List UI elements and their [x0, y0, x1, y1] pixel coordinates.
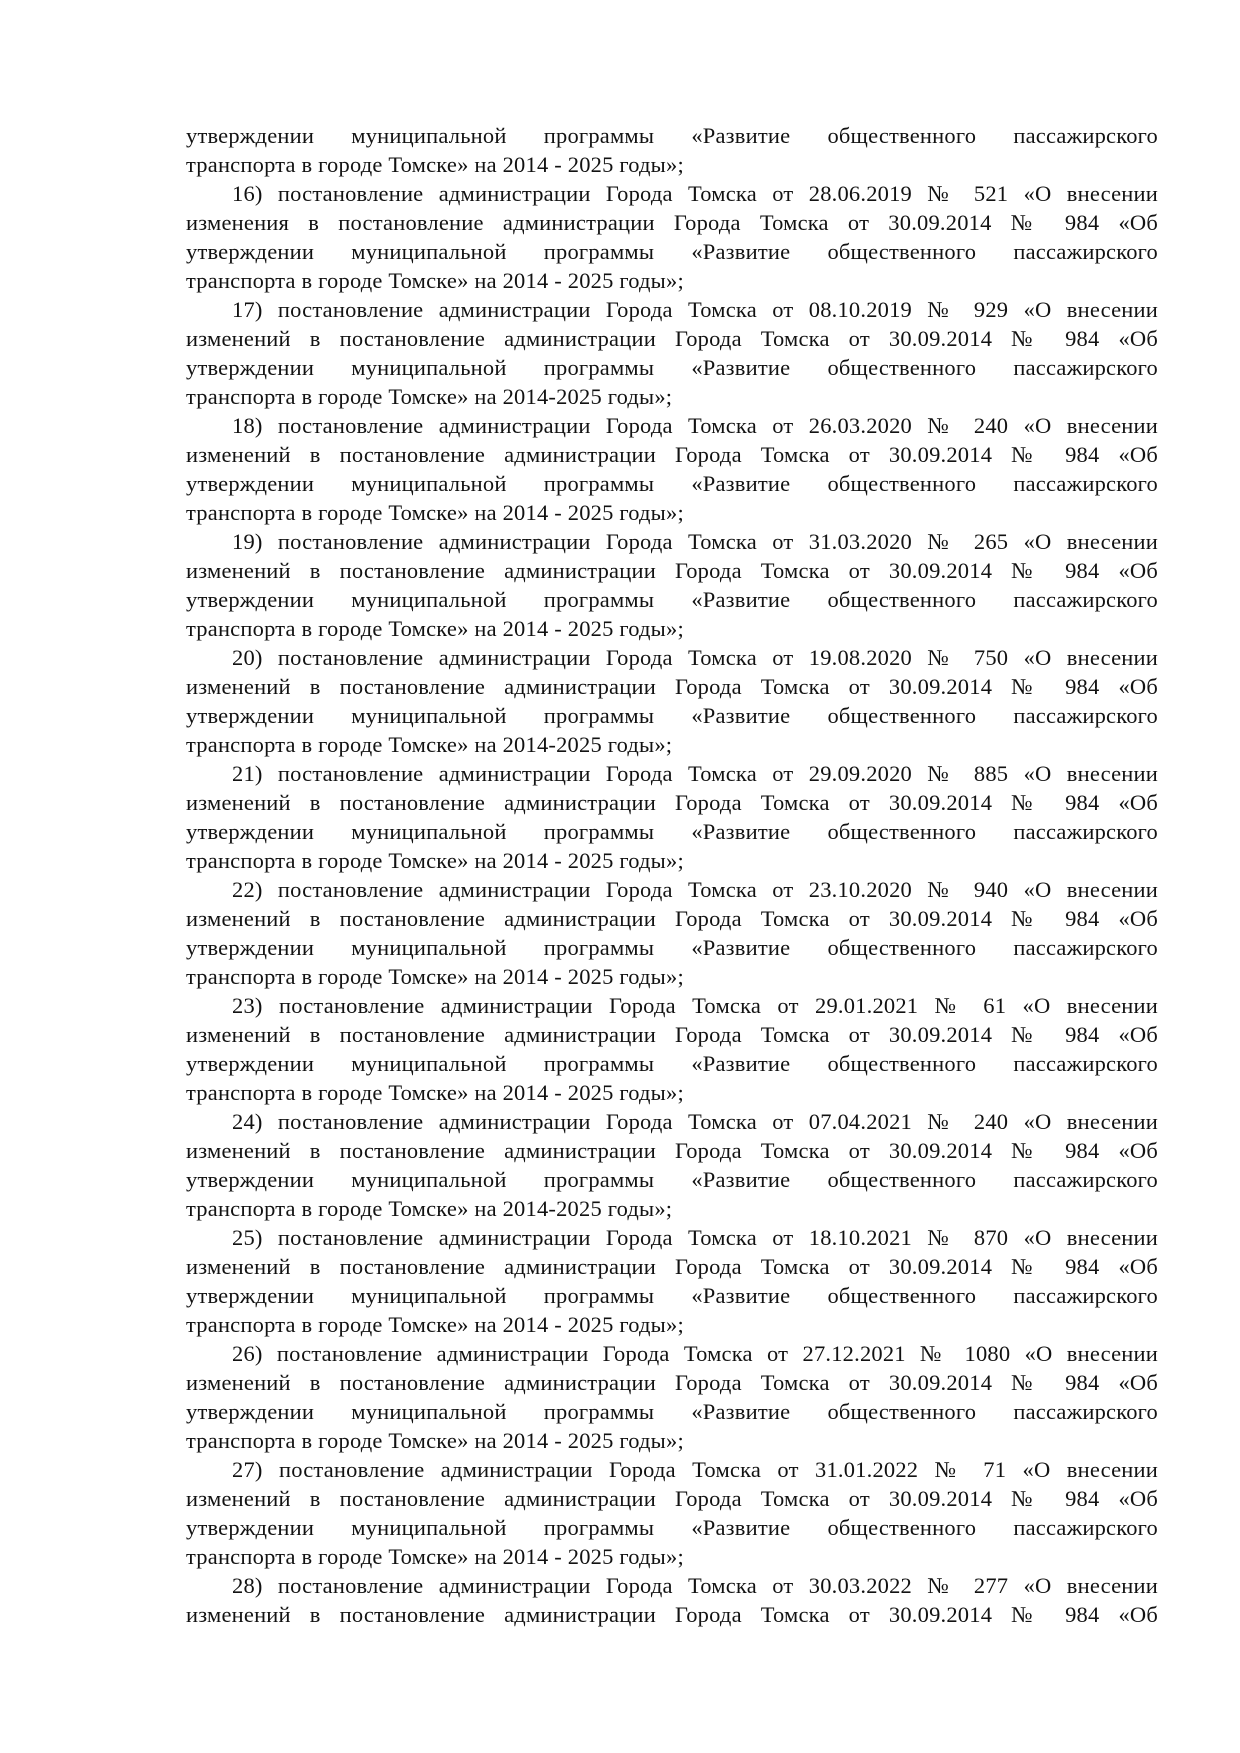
text-line: транспорта в городе Томске» на 2014 - 2025 годы»;: [186, 964, 684, 989]
text-line: транспорта в городе Томске» на 2014 - 2025 годы»;: [186, 500, 684, 525]
text-line: 22) постановление администрации Города Томска от 23.10.2020 № 940 «О внесении: [232, 877, 1158, 902]
text-line: утверждении муниципальной программы «Развитие общественного пассажирского: [186, 1399, 1158, 1424]
text-line: утверждении муниципальной программы «Развитие общественного пассажирского: [186, 587, 1158, 612]
text-line: 19) постановление администрации Города Томска от 31.03.2020 № 265 «О внесении: [232, 529, 1158, 554]
text-line: изменений в постановление администрации Города Томска от 30.09.2014 № 984 «Об: [186, 1370, 1158, 1395]
resolution-item-18: [186, 411, 1158, 527]
text-line: утверждении муниципальной программы «Развитие общественного пассажирского: [186, 123, 1158, 148]
text-line: изменений в постановление администрации Города Томска от 30.09.2014 № 984 «Об: [186, 790, 1158, 815]
text-line: утверждении муниципальной программы «Развитие общественного пассажирского: [186, 1515, 1158, 1540]
resolution-item-28: [186, 1571, 1158, 1629]
text-line: утверждении муниципальной программы «Развитие общественного пассажирского: [186, 355, 1158, 380]
resolution-item-26: [186, 1339, 1158, 1455]
text-line: 28) постановление администрации Города Томска от 30.03.2022 № 277 «О внесении: [232, 1573, 1158, 1598]
text-line: изменений в постановление администрации Города Томска от 30.09.2014 № 984 «Об: [186, 1486, 1158, 1511]
resolution-item-21: [186, 759, 1158, 875]
text-line: 27) постановление администрации Города Томска от 31.01.2022 № 71 «О внесении: [232, 1457, 1158, 1482]
text-line: 24) постановление администрации Города Томска от 07.04.2021 № 240 «О внесении: [232, 1109, 1158, 1134]
text-line: утверждении муниципальной программы «Развитие общественного пассажирского: [186, 239, 1158, 264]
text-line: транспорта в городе Томске» на 2014 - 2025 годы»;: [186, 268, 684, 293]
text-line: утверждении муниципальной программы «Развитие общественного пассажирского: [186, 1283, 1158, 1308]
text-line: изменений в постановление администрации Города Томска от 30.09.2014 № 984 «Об: [186, 558, 1158, 583]
text-line: 26) постановление администрации Города Томска от 27.12.2021 № 1080 «О внесении: [232, 1341, 1158, 1366]
text-line: транспорта в городе Томске» на 2014 - 2025 годы»;: [186, 848, 684, 873]
text-line: изменений в постановление администрации Города Томска от 30.09.2014 № 984 «Об: [186, 1138, 1158, 1163]
text-line: транспорта в городе Томске» на 2014 - 2025 годы»;: [186, 1080, 684, 1105]
text-line: транспорта в городе Томске» на 2014 - 2025 годы»;: [186, 1428, 684, 1453]
text-line: 16) постановление администрации Города Томска от 28.06.2019 № 521 «О внесении: [232, 181, 1158, 206]
text-line: 23) постановление администрации Города Томска от 29.01.2021 № 61 «О внесении: [232, 993, 1158, 1018]
resolution-item-24: [186, 1107, 1158, 1223]
resolution-item-16: [186, 179, 1158, 295]
text-line: транспорта в городе Томске» на 2014 - 2025 годы»;: [186, 1312, 684, 1337]
text-line: транспорта в городе Томске» на 2014 - 2025 годы»;: [186, 152, 684, 177]
text-line: изменений в постановление администрации Города Томска от 30.09.2014 № 984 «Об: [186, 1022, 1158, 1047]
text-line: изменений в постановление администрации Города Томска от 30.09.2014 № 984 «Об: [186, 1602, 1158, 1627]
text-line: 18) постановление администрации Города Томска от 26.03.2020 № 240 «О внесении: [232, 413, 1158, 438]
resolution-item-25: [186, 1223, 1158, 1339]
text-line: транспорта в городе Томске» на 2014-2025 годы»;: [186, 1196, 673, 1221]
text-line: транспорта в городе Томске» на 2014 - 2025 годы»;: [186, 1544, 684, 1569]
text-line: утверждении муниципальной программы «Развитие общественного пассажирского: [186, 471, 1158, 496]
text-line: изменения в постановление администрации Города Томска от 30.09.2014 № 984 «Об: [186, 210, 1158, 235]
text-line: транспорта в городе Томске» на 2014-2025 годы»;: [186, 732, 673, 757]
text-line: изменений в постановление администрации Города Томска от 30.09.2014 № 984 «Об: [186, 674, 1158, 699]
resolution-item-23: [186, 991, 1158, 1107]
resolution-item-22: [186, 875, 1158, 991]
text-line: утверждении муниципальной программы «Развитие общественного пассажирского: [186, 1051, 1158, 1076]
text-line: изменений в постановление администрации Города Томска от 30.09.2014 № 984 «Об: [186, 906, 1158, 931]
text-line: изменений в постановление администрации Города Томска от 30.09.2014 № 984 «Об: [186, 1254, 1158, 1279]
text-line: транспорта в городе Томске» на 2014-2025 годы»;: [186, 384, 673, 409]
resolution-item-27: [186, 1455, 1158, 1571]
text-line: транспорта в городе Томске» на 2014 - 2025 годы»;: [186, 616, 684, 641]
text-line: 17) постановление администрации Города Томска от 08.10.2019 № 929 «О внесении: [232, 297, 1158, 322]
text-line: изменений в постановление администрации Города Томска от 30.09.2014 № 984 «Об: [186, 442, 1158, 467]
text-line: утверждении муниципальной программы «Развитие общественного пассажирского: [186, 1167, 1158, 1192]
resolution-item-19: [186, 527, 1158, 643]
text-line: утверждении муниципальной программы «Развитие общественного пассажирского: [186, 819, 1158, 844]
intro-paragraph-continuation: [186, 121, 1158, 179]
text-line: 20) постановление администрации Города Томска от 19.08.2020 № 750 «О внесении: [232, 645, 1158, 670]
text-line: утверждении муниципальной программы «Развитие общественного пассажирского: [186, 703, 1158, 728]
resolution-item-20: [186, 643, 1158, 759]
text-line: 21) постановление администрации Города Томска от 29.09.2020 № 885 «О внесении: [232, 761, 1158, 786]
text-line: утверждении муниципальной программы «Развитие общественного пассажирского: [186, 935, 1158, 960]
resolution-item-17: [186, 295, 1158, 411]
document-text: [186, 121, 1158, 1629]
text-line: изменений в постановление администрации Города Томска от 30.09.2014 № 984 «Об: [186, 326, 1158, 351]
text-line: 25) постановление администрации Города Томска от 18.10.2021 № 870 «О внесении: [232, 1225, 1158, 1250]
